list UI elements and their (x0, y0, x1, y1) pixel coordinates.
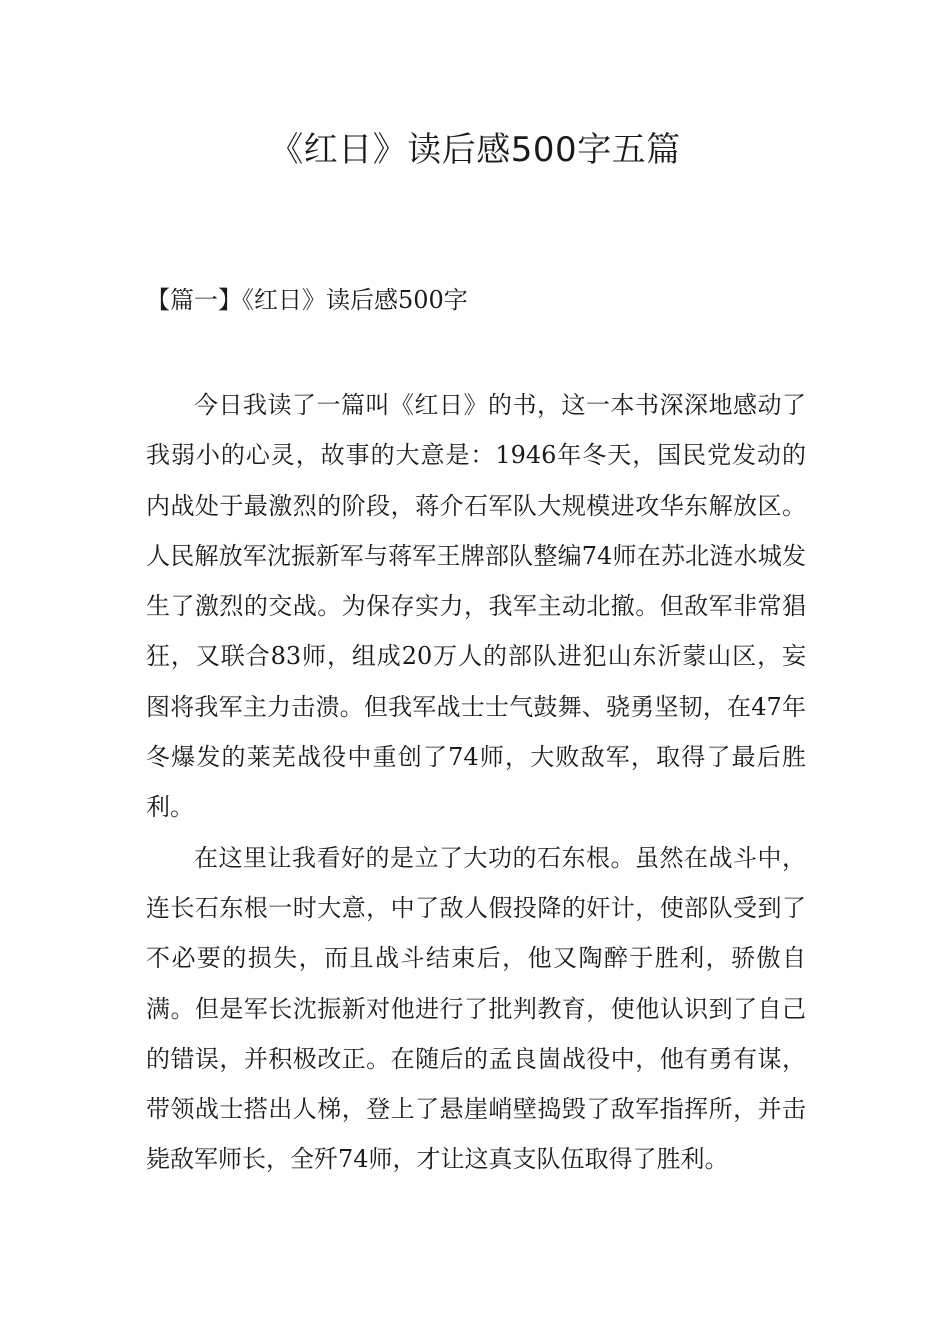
paragraph-2: 在这里让我看好的是立了大功的石东根。虽然在战斗中，连长石东根一时大意，中了敌人假投降的奸计，使部队受到了不必要的损失，而且战斗结束后，他又陶醉于胜利，骄傲自满。但是军长沈振新对他进行了批判教育，使他认识到了自己的错误，并积极改正。在随后的孟良崮战役中，他有勇有谋，带领战士搭出人梯，登上了悬崖峭壁捣毁了敌军指挥所，并击毙敌军师长，全歼74师，才让这真支队伍取得了胜利。 (146, 843, 806, 1174)
section-heading: 【篇一】《红日》读后感500字 (146, 286, 468, 314)
section-body (146, 380, 806, 1185)
paragraph-1: 今日我读了一篇叫《红日》的书，这一本书深深地感动了我弱小的心灵，故事的大意是：1946年冬天，国民党发动的内战处于最激烈的阶段，蒋介石军队大规模进攻华东解放区。人民解放军沈振新军与蒋军王牌部队整编74师在苏北涟水城发生了激烈的交战。为保存实力，我军主动北撤。但敌军非常猖狂，又联合83师，组成20万人的部队进犯山东沂蒙山区，妄图将我军主力击溃。但我军战士士气鼓舞、骁勇坚韧，在47年冬爆发的莱芜战役中重创了74师，大败敌军，取得了最后胜利。 (146, 391, 806, 822)
document-title: 《红日》读后感500字五篇 (269, 130, 681, 170)
